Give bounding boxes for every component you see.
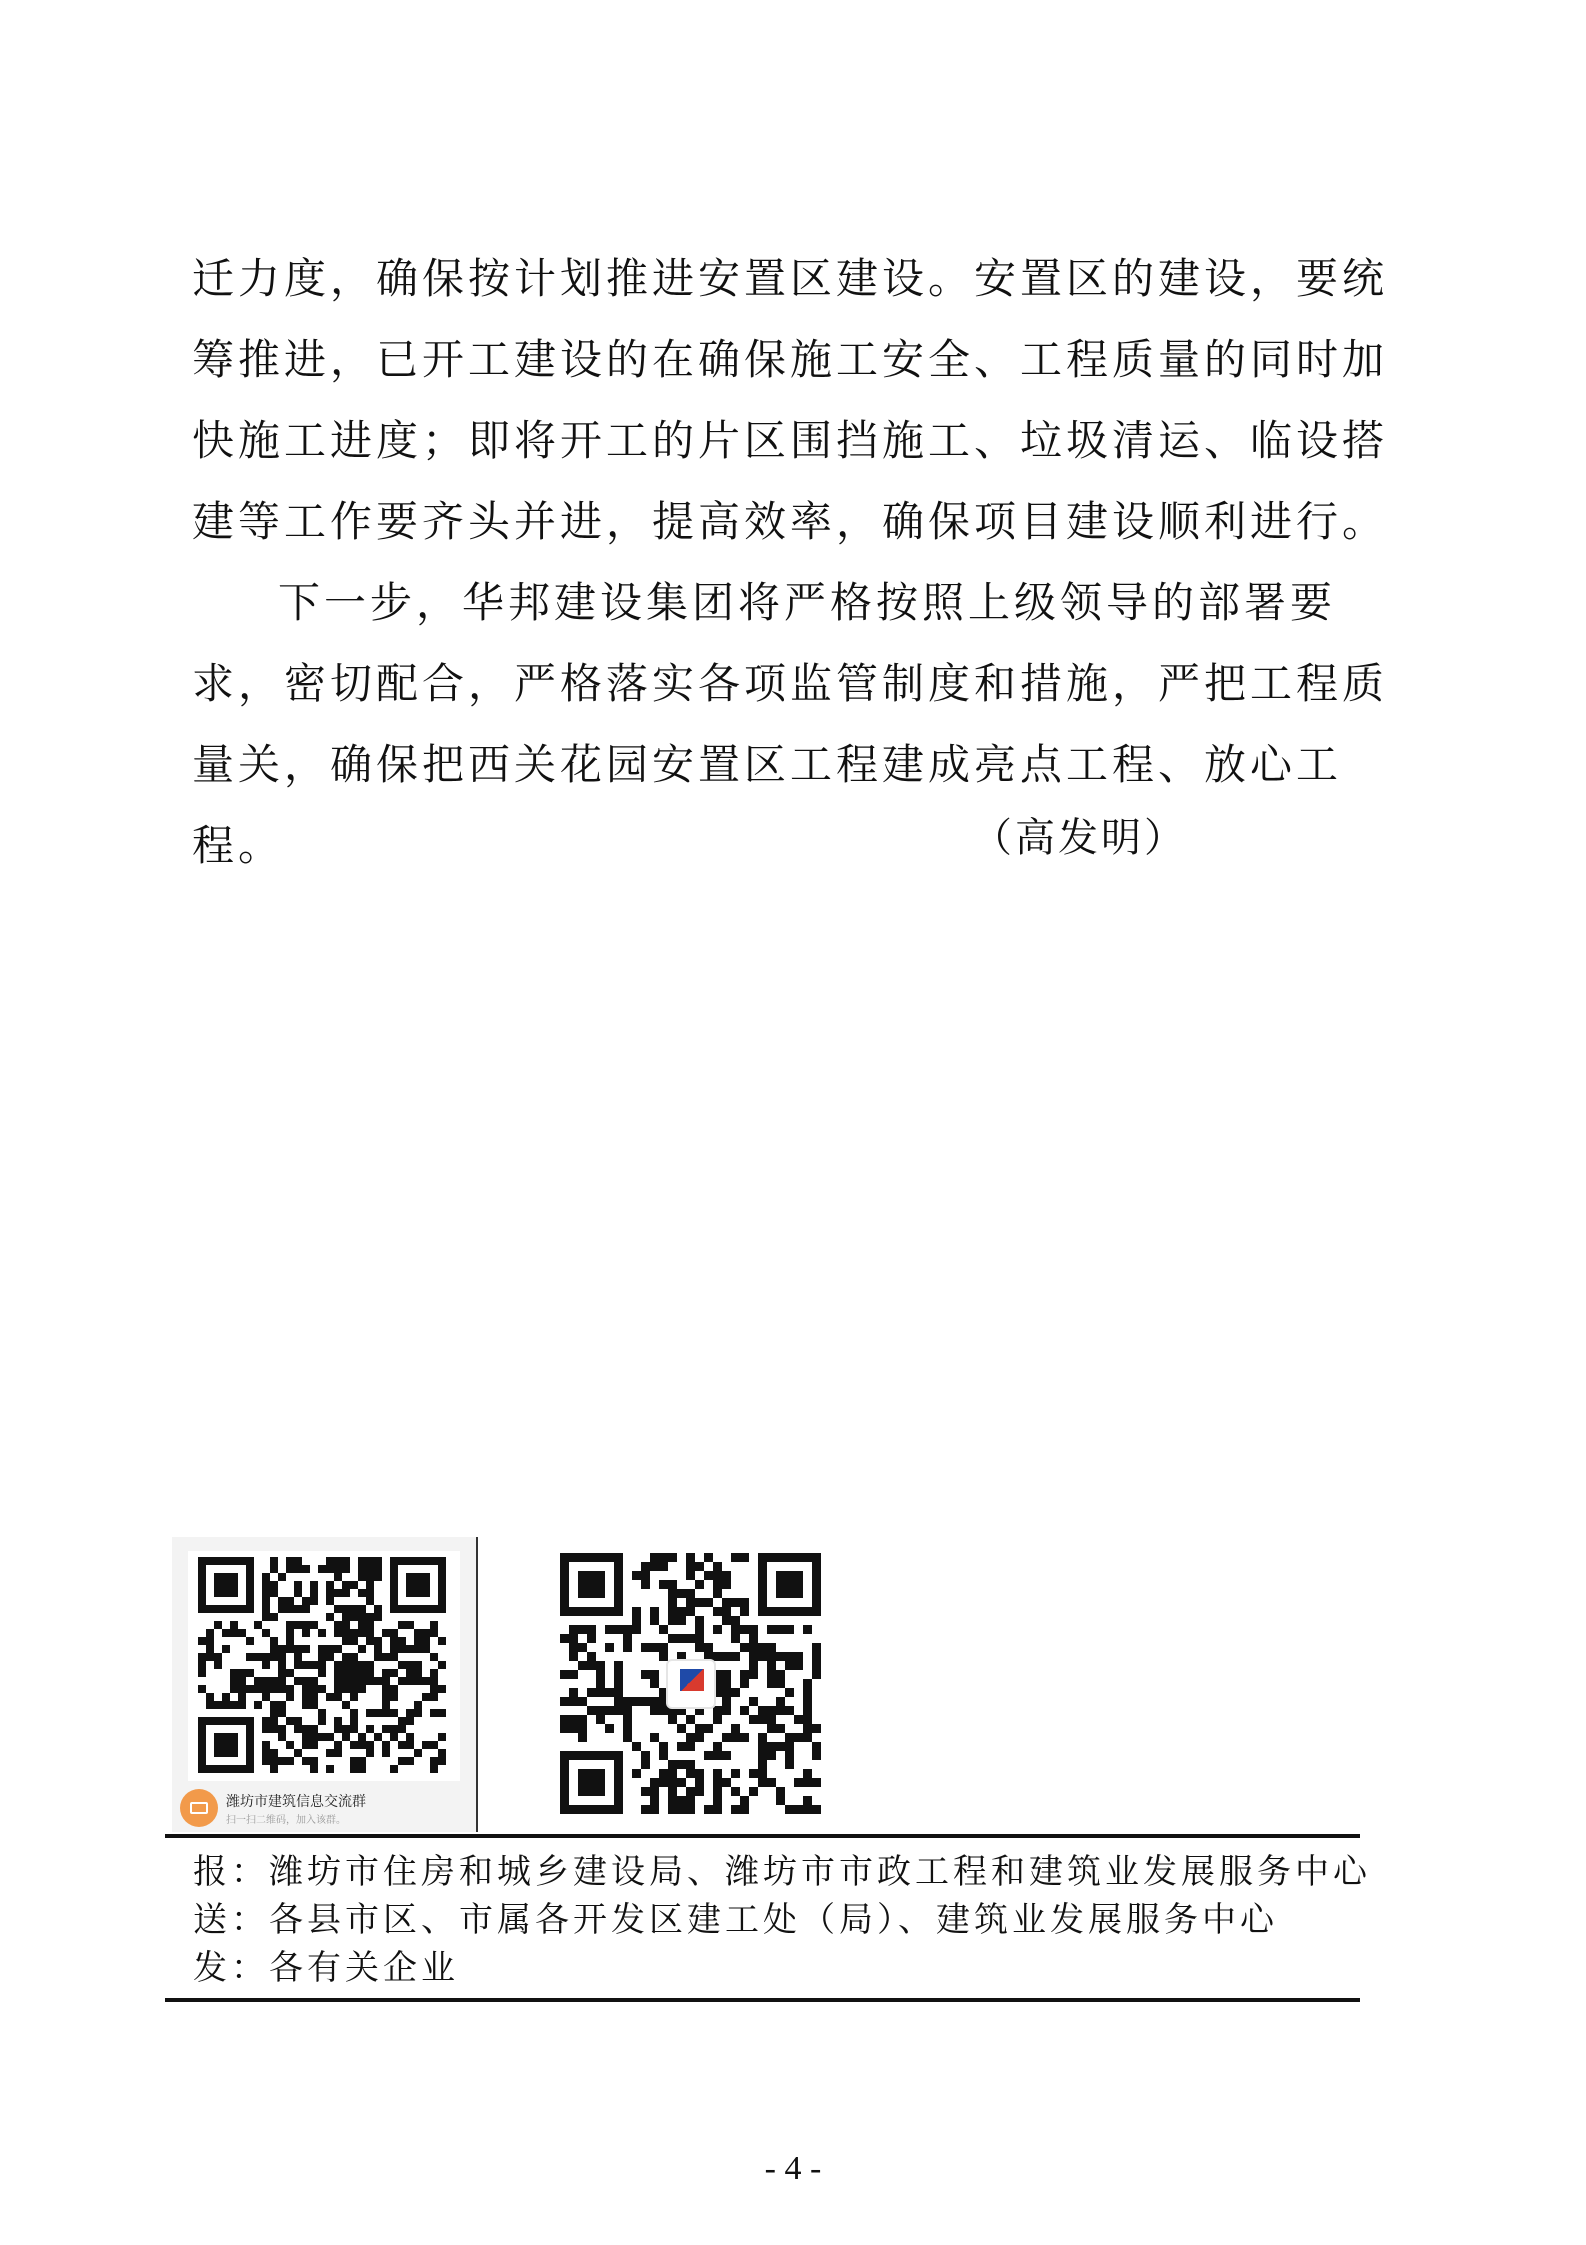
group-qr-code (188, 1551, 460, 1781)
group-name: 潍坊市建筑信息交流群 (226, 1793, 366, 1809)
page-number: - 4 - (764, 2150, 822, 2187)
distribution-label: 报： (193, 1852, 269, 1892)
paragraph-next-steps: 下一步，华邦建设集团将严格按照上级领导的部署要求，密切配合，严格落实各项监管制度和措施，严把工程质量关，确保把西关花园安置区工程建成亮点工程、放心工程。 (192, 578, 1389, 870)
distribution-value: 潍坊市住房和城乡建设局、潍坊市市政工程和建筑业发展服务中心 (269, 1852, 1371, 1892)
distribution-value: 各有关企业 (269, 1948, 459, 1988)
distribution-value: 各县市区、市属各开发区建工处（局）、建筑业发展服务中心 (269, 1900, 1278, 1940)
group-avatar-icon (180, 1789, 218, 1827)
distribution-row-issue (193, 1944, 1371, 1992)
group-info (180, 1785, 470, 1829)
distribution-row-report (193, 1848, 1371, 1896)
paragraph-continued: 迁力度，确保按计划推进安置区建设。安置区的建设，要统筹推进，已开工建设的在确保施工安全、工程质量的同时加快施工进度；即将开工的片区围挡施工、垃圾清运、临设搭建等工作要齐头并进，提高效率，确保项目建设顺利进行。 (192, 254, 1389, 546)
association-logo-icon (666, 1659, 716, 1709)
wechat-group-qr-card (172, 1537, 478, 1832)
group-hint: 扫一扫二维码，加入该群。 (226, 1815, 346, 1826)
article-body (192, 238, 1402, 886)
distribution-row-send (193, 1896, 1371, 1944)
distribution-list (193, 1848, 1371, 1992)
author-byline: （高发明） (972, 815, 1187, 861)
distribution-label: 发： (193, 1948, 269, 1988)
bottom-divider (165, 1998, 1360, 2002)
top-divider (165, 1834, 1360, 1838)
official-account-qr-code (560, 1553, 822, 1815)
distribution-label: 送： (193, 1900, 269, 1940)
